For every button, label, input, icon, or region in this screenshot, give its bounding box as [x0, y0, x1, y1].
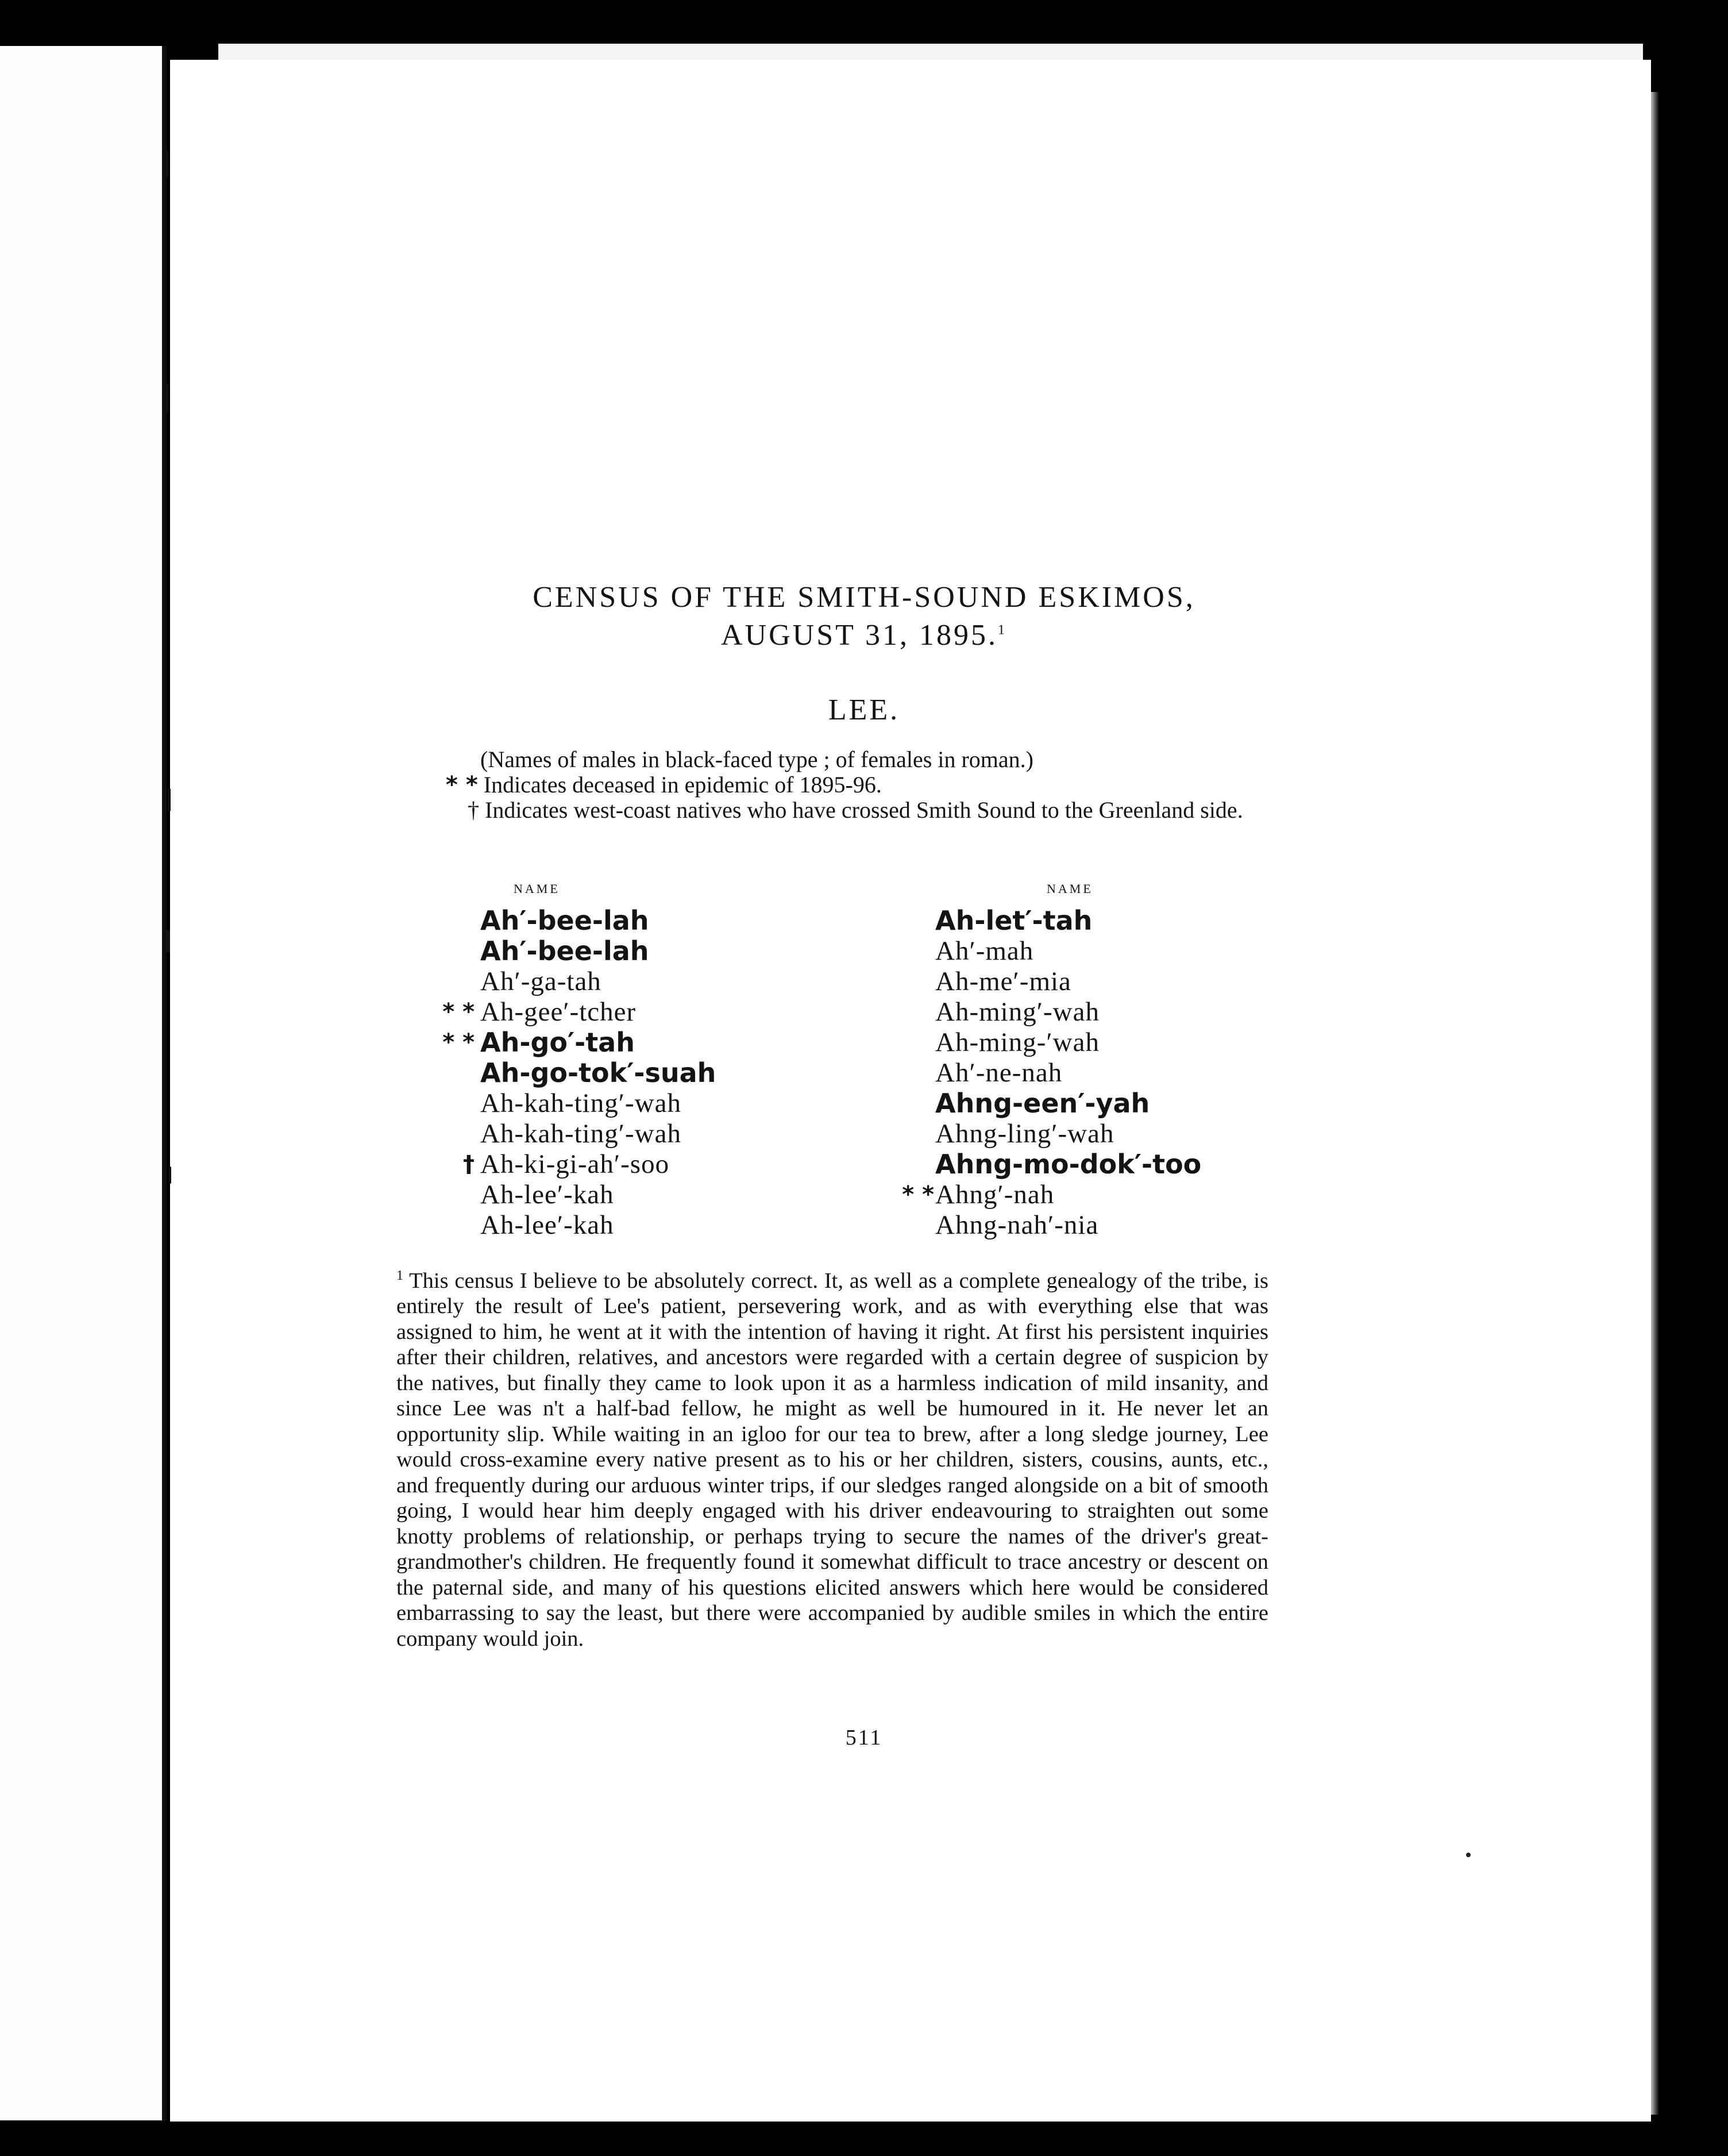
subtitle: LEE.	[828, 694, 900, 726]
column-header-left: NAME	[514, 881, 560, 896]
footnote-text: This census I believe to be absolutely correct. It, as well as a complete genealogy of the tribe, is entirely the result of Lee's patient, persevering work, and as with everything else that was assigned to him, he went at it with the intention of having it right. At first his persistent inquiries after their children, relatives, and ancestors were regarded with a certain degree of suspicion by the natives, but finally they came to look upon it as a harmless indication of mild insanity, and since Lee was n't a half-bad fellow, he might as well be humoured in it. He never let an opportunity slip. While waiting in an igloo for our tea to brew, after a long sledge journey, Lee would cross-examine every native present as to his or her children, sisters, cousins, aunts, etc., and frequently during our arduous winter trips, if our sledges ranged alongside on a bit of smooth going, I would hear him deeply engaged with his driver endeavouring to straighten out some knotty problems of relationship, or perhaps trying to secure the names of the driver's great-grandmother's children. He frequently found it somewhat difficult to trace ancestry or descent on the paternal side, and many of his questions elicited answers which here would be considered embarrassing to say the least, but there were accompanied by audible smiles in which the entire company would join.	[396, 1268, 1268, 1651]
name-entry: Ah′-bee-lah	[480, 905, 649, 936]
gutter-mark	[168, 788, 171, 811]
name-entry: Ah′-bee-lah	[480, 935, 649, 967]
title-line-1: CENSUS OF THE SMITH-SOUND ESKIMOS,	[533, 581, 1195, 614]
title-line-2: AUGUST 31, 1895.$^1$	[721, 619, 1007, 652]
entry-mark: * *	[442, 1029, 475, 1056]
binding-line	[162, 46, 167, 2120]
legend-line-3: † Indicates west-coast natives who have crossed Smith Sound to the Greenland side.	[468, 797, 1243, 823]
legend-line-1: (Names of males in black-faced type ; of females in roman.)	[480, 746, 1033, 772]
deceased-symbol: * *	[446, 772, 478, 798]
gutter-mark	[164, 384, 168, 413]
entry-mark: * *	[442, 999, 475, 1025]
name-entry: Ah-lee′-kah	[480, 1210, 614, 1240]
name-entry: Ah-gee′-tcher	[480, 997, 637, 1027]
scan-speck	[1466, 1853, 1471, 1857]
name-entry: Ah-kah-ting′-wah	[480, 1119, 681, 1149]
name-entry: Ah′-ga-tah	[480, 967, 601, 996]
name-entry: Ah-go′-tah	[480, 1027, 635, 1058]
page-sheet	[170, 60, 1651, 2122]
name-entry: Ahng′-nah	[935, 1180, 1055, 1210]
name-entry: Ah-ki-gi-ah′-soo	[480, 1149, 670, 1179]
facing-page-edge	[0, 46, 162, 2120]
page-top-edge	[218, 44, 1643, 61]
gutter-mark	[169, 1166, 171, 1184]
footnote-ref: 1	[997, 622, 1007, 638]
name-entry: Ah-me′-mia	[935, 967, 1071, 996]
name-entry: Ahng-mo-dok′-too	[935, 1149, 1202, 1180]
column-header-right: NAME	[1047, 881, 1093, 896]
footnote-marker: 1	[396, 1268, 403, 1283]
name-entry: Ahng-ling′-wah	[935, 1119, 1114, 1149]
name-entry: Ahng-een′-yah	[935, 1088, 1150, 1119]
name-entry: Ah′-ne-nah	[935, 1058, 1063, 1088]
gutter-mark	[167, 930, 170, 953]
footnote	[396, 1263, 1268, 1651]
page-right-shadow	[1651, 92, 1659, 2115]
entry-mark: * *	[902, 1181, 934, 1208]
name-entry: Ahng-nah′-nia	[935, 1210, 1099, 1240]
name-entry: Ah-ming-′wah	[935, 1027, 1100, 1057]
legend-line-2: * * Indicates deceased in epidemic of 1895-96.	[446, 772, 882, 798]
name-entry: Ah-ming′-wah	[935, 997, 1100, 1027]
name-entry: Ah-kah-ting′-wah	[480, 1088, 681, 1118]
west-coast-symbol: †	[468, 797, 479, 823]
entry-mark: †	[463, 1151, 475, 1177]
name-entry: Ah′-mah	[935, 936, 1034, 966]
gutter-mark	[165, 151, 168, 177]
name-entry: Ah-lee′-kah	[480, 1180, 614, 1210]
name-entry: Ah-let′-tah	[935, 905, 1093, 936]
page-number: 511	[845, 1726, 883, 1750]
name-entry: Ah-go-tok′-suah	[480, 1057, 716, 1088]
